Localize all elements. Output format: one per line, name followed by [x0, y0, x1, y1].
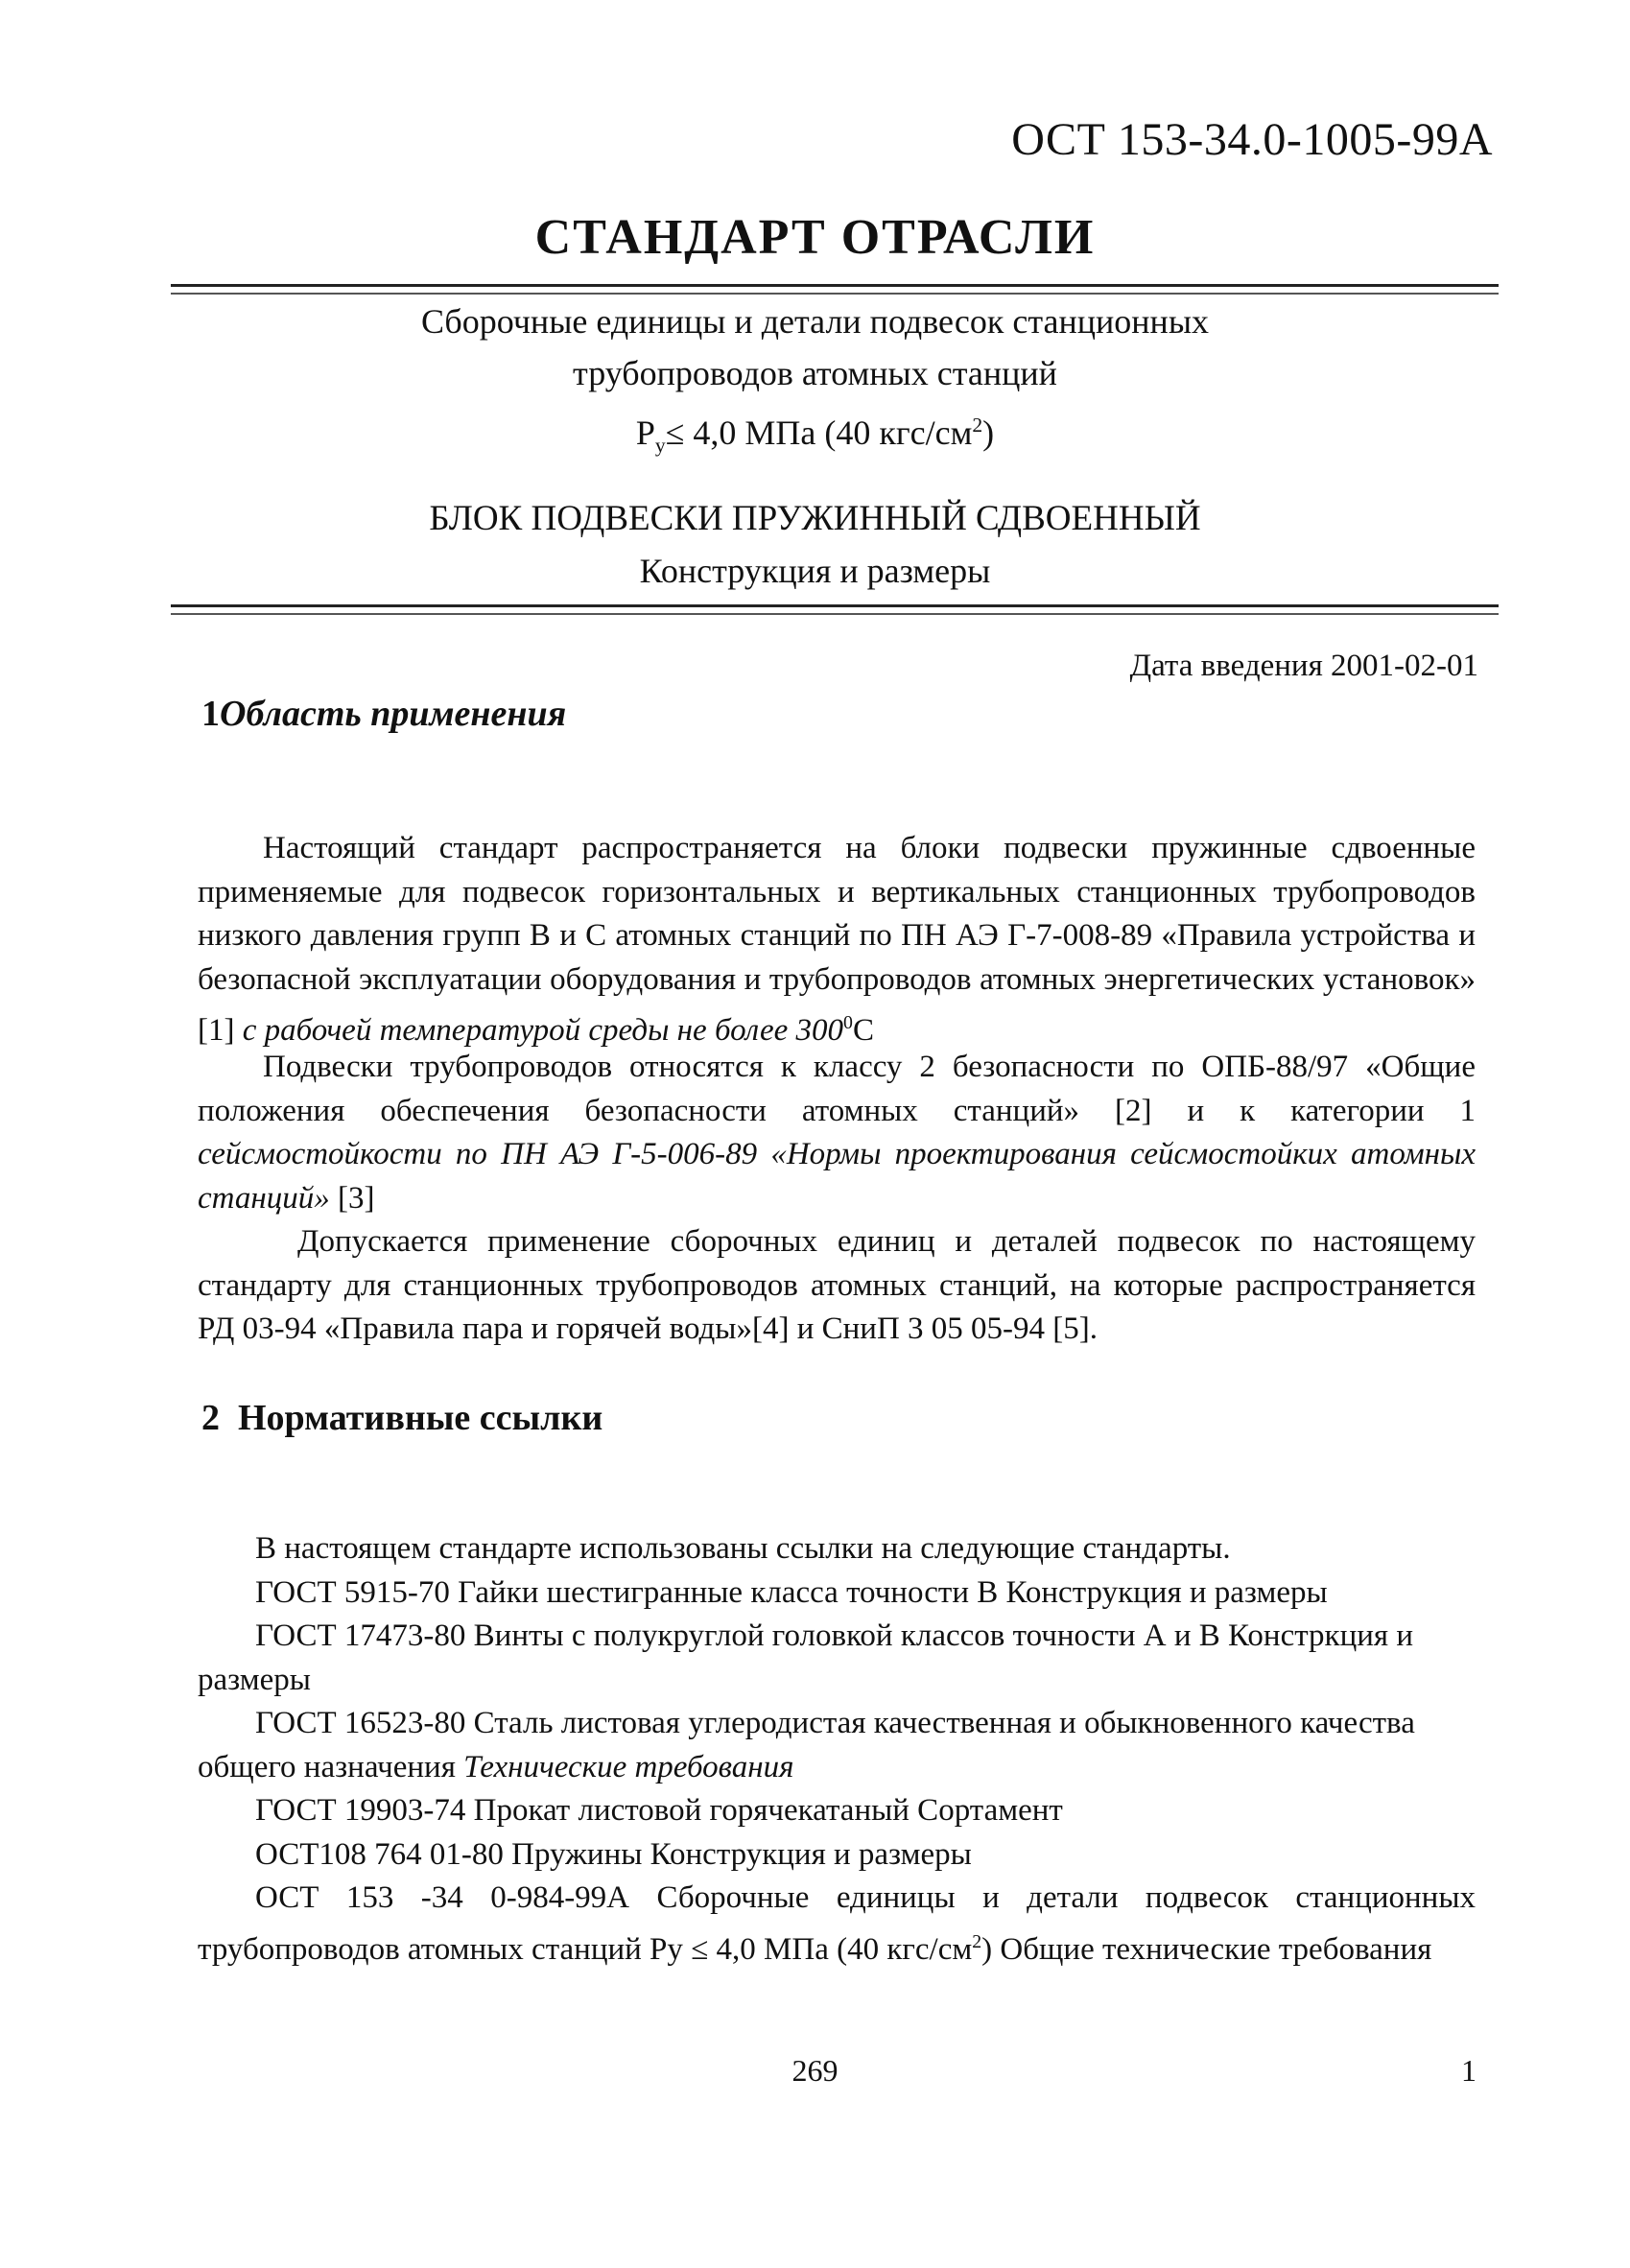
reference-item: ГОСТ 17473-80 Винты с полукруглой головкой классов точности А и В Констркция и размеры — [198, 1618, 1413, 1697]
block-subtitle: Конструкция и размеры — [639, 552, 991, 590]
section-1-paragraph-2: Подвески трубопроводов относятся к классу 2 безопасности по ОПБ-88/97 «Общие положения обеспечения безопасности атомных станций» [2] и к категории 1 сейсмостойкости по ПН АЭ Г-5-006-89 «Нормы проектирования сейсмостойких атомных станций» [3] — [198, 1050, 1476, 1216]
document-subtitle — [0, 295, 1630, 471]
pressure-rating: $Р_у\le 4,0$ МПа (40 кгс/$см^2$) — [635, 413, 995, 458]
reference-item: ГОСТ 5915-70 Гайки шестигранные класса точности В Конструкция и размеры — [255, 1574, 1328, 1610]
subtitle-line-1: Сборочные единицы и детали подвесок станционных — [420, 302, 1210, 341]
page-number: 269 — [791, 2053, 839, 2088]
document-code: ОСТ 153-34.0-1005-99А — [1011, 114, 1493, 165]
introduction-date: Дата введения 2001-02-01 — [1129, 649, 1478, 683]
reference-item: ОСТ 153 -34 0-984-99А Сборочные единицы и детали подвесок станционных трубопроводов атомных станций Ру ≤ 4,0 МПа (40 кгс/$см^2$) Общие технические требования — [198, 1880, 1476, 1967]
section-2-heading: 2 Нормативные ссылки — [201, 1398, 603, 1438]
section-1-paragraph-1: Настоящий стандарт распространяется на блоки подвески пружинные сдвоенные применяемые для подвесок горизонтальных и вертикальных станционных трубопроводов низкого давления групп В и С атомных станций по ПН АЭ Г-7-008-89 «Правила устройства и безопасной эксплуатации оборудования и трубопроводов атомных энергетических установок» [1] с рабочей температурой среды не более $300^0С$ — [198, 831, 1476, 1048]
sheet-number: 1 — [1461, 2053, 1476, 2088]
standard-title: СТАНДАРТ ОТРАСЛИ — [534, 210, 1096, 265]
section-1-paragraph-3: Допускается применение сборочных единиц и деталей подвесок по настоящему стандарту для станционных трубопроводов атомных станций, на которые распространяется РД 03-94 «Правила пара и горячей воды»[4] и СниП 3 05 05-94 [5]. — [198, 1224, 1476, 1346]
top-divider — [171, 284, 1499, 295]
block-heading — [0, 493, 1630, 597]
bottom-divider — [171, 604, 1499, 615]
section-1-heading: 1Область применения — [201, 694, 567, 734]
references-list — [198, 1527, 1476, 1972]
block-title: БЛОК ПОДВЕСКИ ПРУЖИННЫЙ СДВОЕННЫЙ — [429, 499, 1201, 538]
subtitle-line-2: трубопроводов атомных станций — [573, 354, 1057, 392]
reference-item: ОСТ108 764 01-80 Пружины Конструкция и размеры — [255, 1836, 972, 1872]
references-intro: В настоящем стандарте использованы ссылки на следующие стандарты. — [255, 1531, 1231, 1566]
reference-item: ГОСТ 19903-74 Прокат листовой горячекатаный Сортамент — [255, 1793, 1063, 1828]
reference-item: ГОСТ 16523-80 Сталь листовая углеродистая качественная и обыкновенного качества общего назначения Технические требования — [198, 1706, 1415, 1784]
